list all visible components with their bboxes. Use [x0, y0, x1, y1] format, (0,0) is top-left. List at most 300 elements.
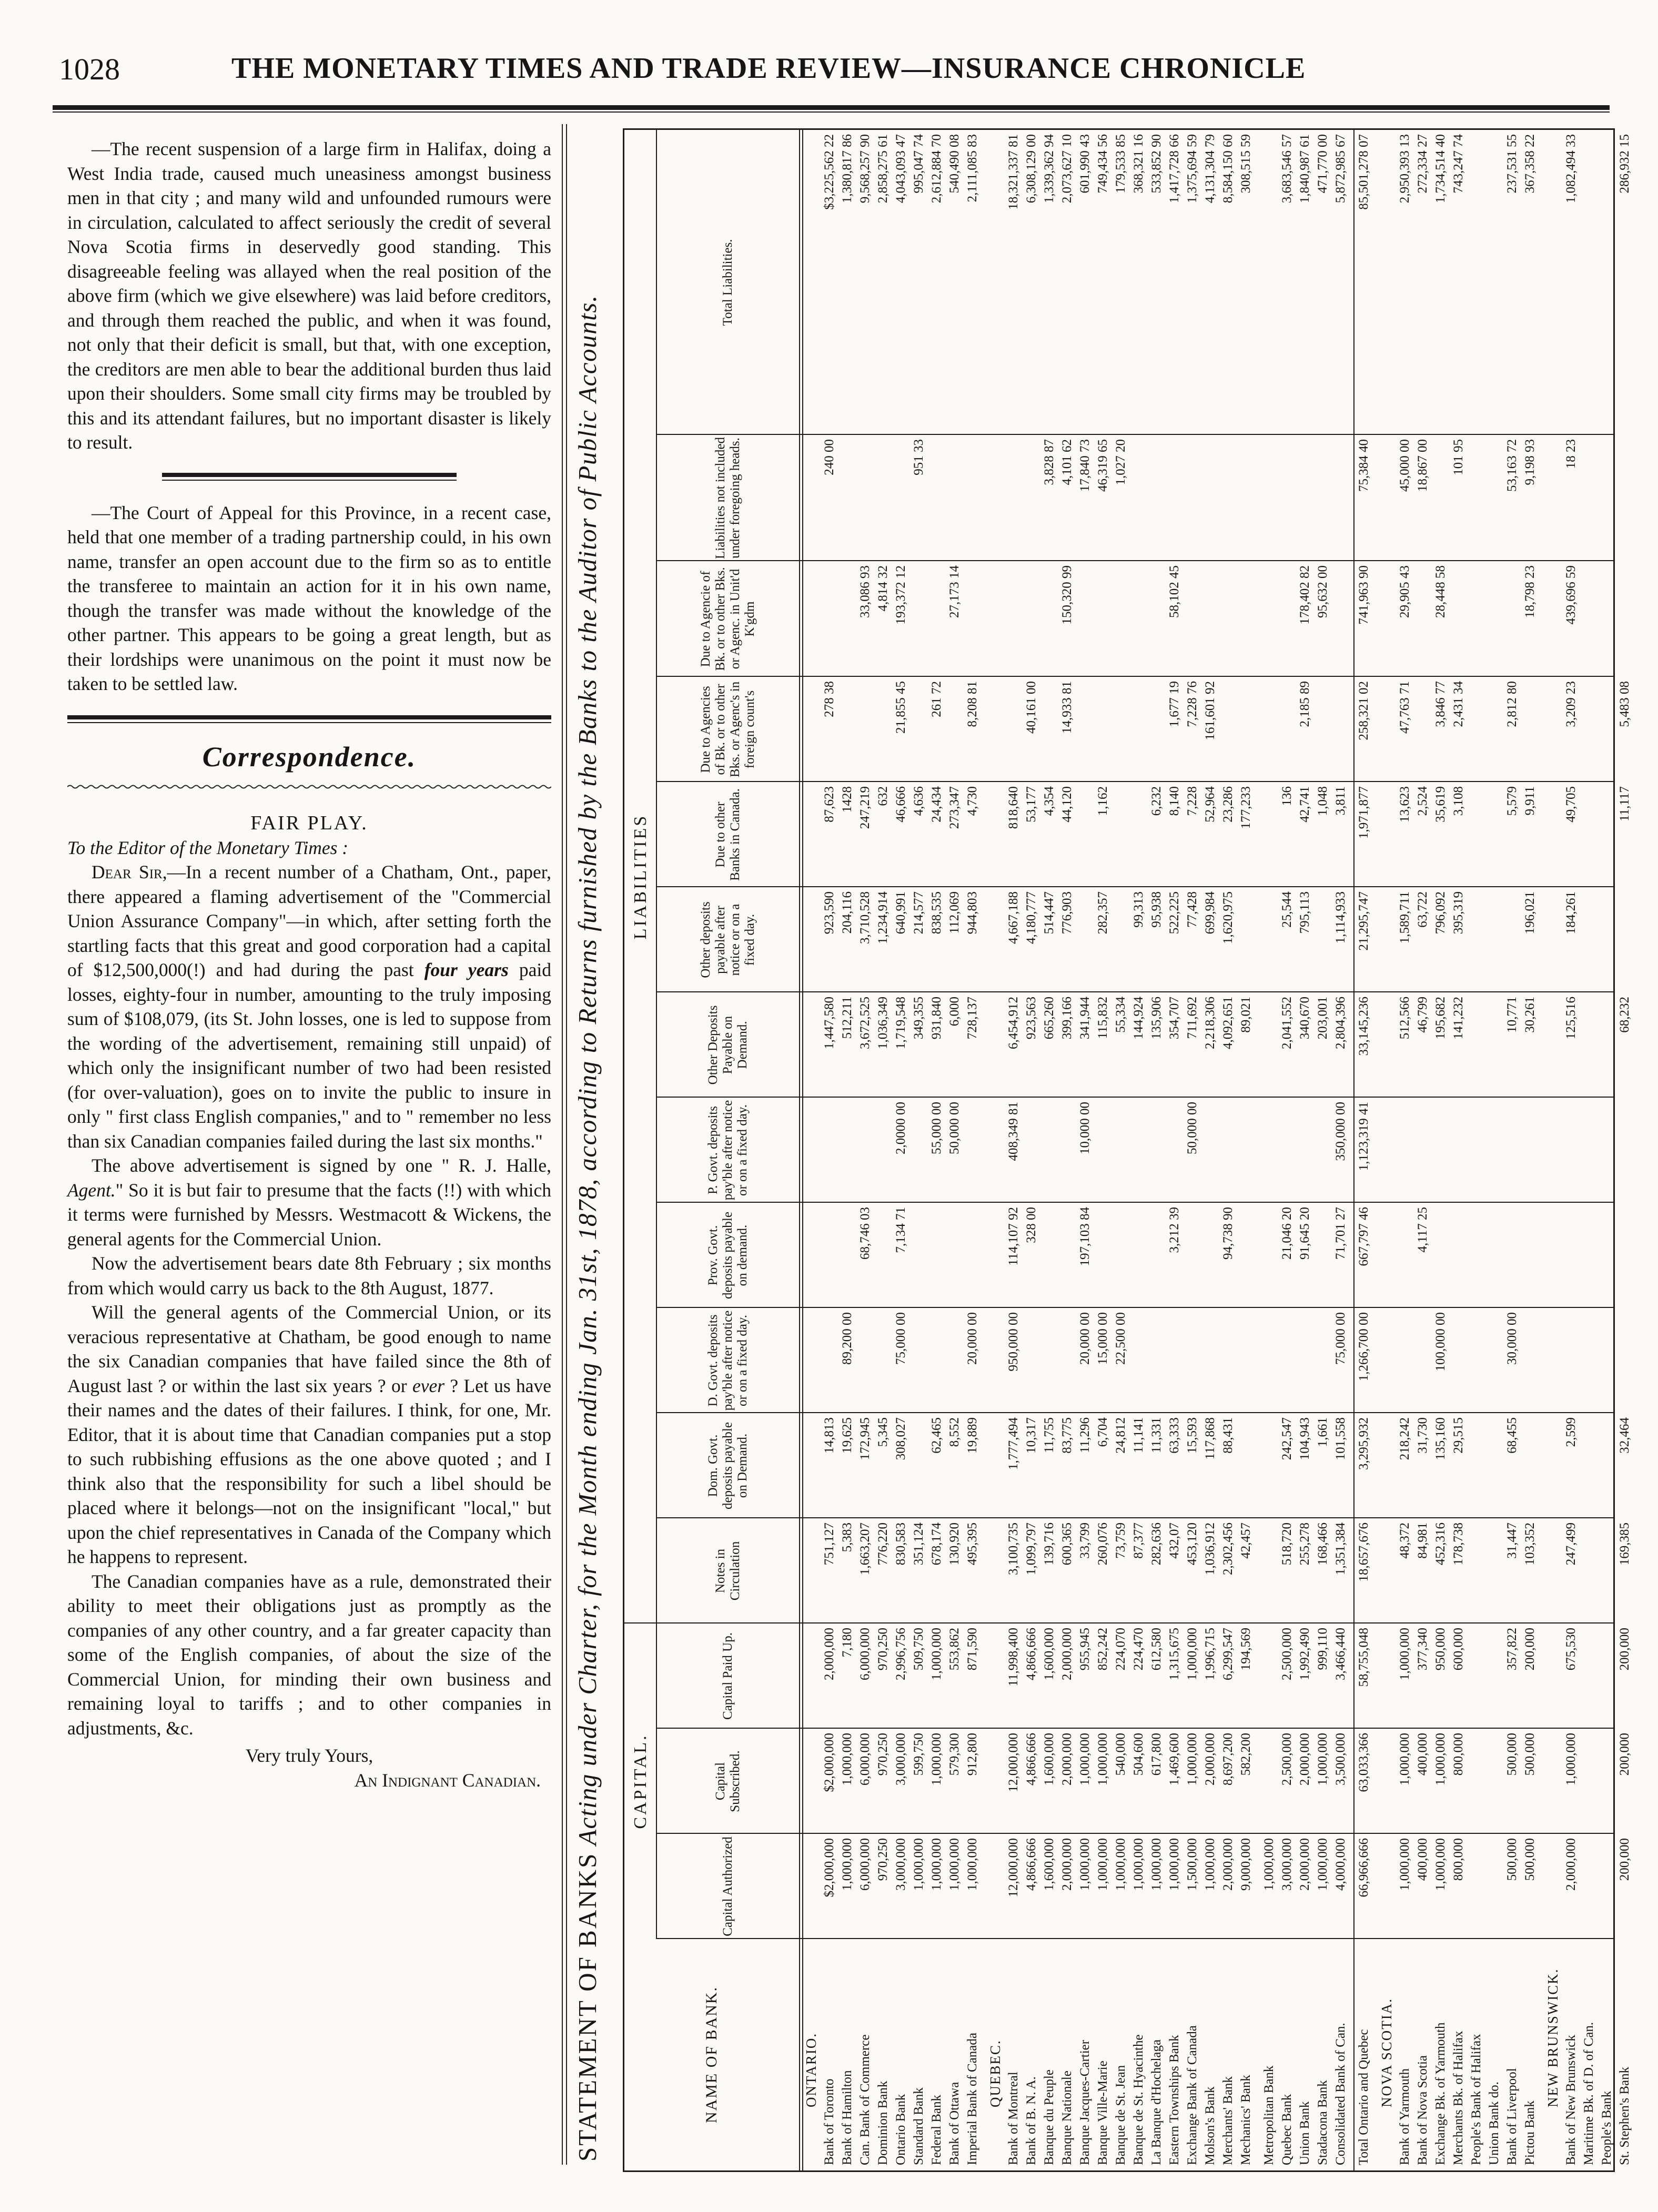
header-rule [53, 105, 1610, 110]
value-cell: 77,428 [1185, 891, 1199, 928]
value-cell [1504, 1102, 1521, 1200]
value-cell: 21,855 45 [894, 681, 908, 734]
value-cell: 62,465 [929, 1417, 944, 1454]
value-cell [911, 1102, 927, 1200]
value-cell: 282,636 [1149, 1523, 1164, 1566]
value-cell: 4,636 [912, 786, 926, 816]
letter-closing: Very truly Yours, [245, 1745, 373, 1766]
table-row [1432, 130, 1449, 2170]
value-cell [1220, 681, 1237, 779]
value-cell: 44,120 [1060, 786, 1074, 823]
value-cell: 95,632 00 [1316, 565, 1330, 618]
value-cell: 1,099,797 [1024, 1523, 1038, 1575]
value-cell [1468, 1207, 1485, 1305]
value-cell: 10,000 00 [1078, 1102, 1092, 1154]
value-cell [1041, 1102, 1058, 1200]
value-cell: 88,431 [1221, 1417, 1235, 1454]
value-cell [1581, 565, 1598, 674]
value-cell: 87,377 [1131, 1523, 1146, 1559]
value-cell: 85,501,278 07 [1357, 134, 1371, 210]
value-cell [1184, 1207, 1201, 1305]
value-cell: 75,384 40 [1357, 439, 1371, 492]
letter-p4-text-b: ? Let us have their names and the dates of their failures. I think, for one, Mr. Editor, that it is about time that Canadian companies put a stop to such rubbishing effusions as the one above quoted ; and I think also that the responsibility for such a libel should be placed where it belongs—not on the insignificant "local," but upon the chief representatives in Canada of the Company which he happens to represent. [67, 1375, 552, 1567]
letter-p4-emphasis: ever [412, 1375, 445, 1396]
bank-name-cell: Banque Jacques-Cartier [1078, 2039, 1092, 2165]
value-cell: 540,000 [1114, 1733, 1128, 1776]
value-cell [1261, 1733, 1278, 1831]
value-cell: 20,000 00 [1078, 1312, 1092, 1365]
column-rule [562, 124, 563, 2165]
section-rule-full-thin [67, 722, 551, 723]
value-cell: 2,041,552 [1280, 997, 1294, 1049]
value-cell [1616, 1207, 1633, 1305]
table-row [928, 130, 945, 2170]
table-row [839, 130, 856, 2170]
value-cell: 172,945 [858, 1417, 872, 1460]
value-cell [1468, 1733, 1485, 1831]
value-cell: 73,759 [1114, 1523, 1128, 1559]
value-cell [1414, 1102, 1431, 1200]
table-row [857, 130, 874, 2170]
value-cell: 23,286 [1221, 786, 1235, 823]
value-cell: 776,220 [876, 1523, 890, 1566]
value-cell [1238, 681, 1255, 779]
value-cell: 8,697,200 [1221, 1733, 1235, 1785]
value-cell: 200,000 [1617, 1733, 1632, 1776]
value-cell: 512,566 [1398, 997, 1412, 1040]
value-cell: 950,000 [1433, 1628, 1448, 1671]
value-cell [1261, 1312, 1278, 1410]
value-cell: 579,300 [947, 1733, 962, 1776]
value-cell: 68,232 [1617, 997, 1632, 1033]
value-cell: 367,358 22 [1523, 134, 1537, 194]
value-cell: 68,746 03 [858, 1207, 872, 1260]
value-cell [893, 439, 909, 558]
value-cell: 599,750 [912, 1733, 926, 1776]
value-cell [1261, 891, 1278, 989]
value-cell: 99,313 [1131, 891, 1146, 928]
value-cell: 2,000,000 [1298, 1838, 1312, 1891]
value-cell: 3,000,000 [894, 1733, 908, 1785]
statement-title-rest: Acting under Charter, for the Month ending Jan. 31st, 1878, according to Returns furnished by the Banks to the Auditor of Public Accounts. [573, 295, 602, 1845]
value-cell: 1,082,494 33 [1564, 134, 1578, 204]
value-cell: 749,434 56 [1096, 134, 1110, 194]
value-cell [1599, 997, 1615, 1094]
value-cell [1486, 134, 1503, 432]
value-cell: 18,798 23 [1523, 565, 1537, 618]
value-cell: 247,499 [1564, 1523, 1578, 1566]
value-cell: 22,500 00 [1114, 1312, 1128, 1365]
value-cell: 21,295,747 [1357, 891, 1371, 951]
value-cell: 1,719,548 [894, 997, 908, 1049]
value-cell [1238, 565, 1255, 674]
value-cell: 1,600,000 [1042, 1628, 1056, 1680]
value-cell: 1,971,877 [1357, 786, 1371, 839]
value-cell: 601,990 43 [1078, 134, 1092, 194]
table-row [1148, 130, 1165, 2170]
value-cell [1599, 891, 1615, 989]
value-cell: 912,800 [965, 1733, 979, 1776]
table-row [1414, 130, 1431, 2170]
value-cell [911, 1417, 927, 1515]
value-cell: 6,000,000 [858, 1733, 872, 1785]
value-cell [1616, 1312, 1633, 1410]
value-cell: 514,447 [1042, 891, 1056, 935]
value-cell: 11,117 [1617, 786, 1632, 821]
value-cell: 178,738 [1451, 1523, 1465, 1566]
statement-title-caps: STATEMENT OF BANKS [573, 1852, 602, 2162]
value-cell: 1,677 19 [1167, 681, 1181, 727]
column-header-15: Total Liabilities. [721, 239, 735, 326]
value-cell: 1,620,975 [1221, 891, 1235, 944]
value-cell: 286,932 15 [1617, 134, 1632, 194]
table-row [1220, 130, 1237, 2170]
value-cell [1202, 1102, 1219, 1200]
letter-signature: An Indignant Canadian. [354, 1769, 541, 1791]
value-cell [1202, 565, 1219, 674]
bank-name-cell: St. Stephen's Bank [1617, 2066, 1632, 2165]
table-row [1599, 130, 1615, 2170]
value-cell: 540,490 08 [947, 134, 962, 194]
value-cell [1522, 1207, 1539, 1305]
value-cell [928, 1312, 945, 1410]
value-cell [1486, 997, 1503, 1094]
value-cell: 193,372 12 [894, 565, 908, 625]
value-cell: 52,964 [1203, 786, 1217, 823]
value-cell: 135,160 [1433, 1417, 1448, 1460]
table-row [1005, 130, 1022, 2170]
value-cell [1130, 1207, 1147, 1305]
bank-name-cell: Maritime Bk. of D. of Can. [1582, 2022, 1596, 2165]
value-cell: 31,730 [1416, 1417, 1430, 1454]
value-cell [1414, 681, 1431, 779]
letter-p4-text: Will the general agents of the Commercial Union, or its veracious representative at Chatham, be good enough to name the six Canadian companies that have failed since the 8th of August last ? or within the last six years ? or [67, 1302, 551, 1396]
value-cell [1616, 565, 1633, 674]
value-cell [1522, 1102, 1539, 1200]
value-cell [1041, 565, 1058, 674]
value-cell: 5,579 [1505, 786, 1519, 816]
value-cell: 408,349 81 [1006, 1102, 1020, 1161]
value-cell [821, 1312, 838, 1410]
table-row [1166, 130, 1183, 2170]
value-cell: 995,047 74 [912, 134, 926, 194]
value-cell: 1,114,933 [1333, 891, 1348, 944]
value-cell: 5,345 [876, 1417, 890, 1447]
value-cell [1468, 1838, 1485, 1936]
value-cell [946, 1207, 963, 1305]
bank-statement [568, 121, 1632, 2183]
value-cell: 818,640 [1006, 786, 1020, 829]
value-cell: 1,589,711 [1398, 891, 1412, 944]
value-cell [1059, 1102, 1076, 1200]
value-cell: 5,483 08 [1617, 681, 1632, 727]
value-cell: 125,516 [1564, 997, 1578, 1040]
value-cell: 2,000,000 [1564, 1838, 1578, 1891]
value-cell [1504, 891, 1521, 989]
value-cell: 4,131,304 79 [1203, 134, 1217, 204]
value-cell: 741,963 90 [1357, 565, 1371, 625]
bank-name-cell: Molson's Bank [1203, 2086, 1217, 2165]
letter-p1-text: —In a recent number of a Chatham, Ont., paper, there appeared a flaming advertisement of the "Commercial Union Assurance Company"—in which, after setting forth the startling facts that this great and good corporation had a capital of $12,500,000(!) and had during the past [67, 861, 551, 980]
value-cell [1148, 565, 1165, 674]
bank-name-cell: Federal Bank [929, 2095, 944, 2165]
value-cell: 1,661 [1316, 1417, 1330, 1447]
table-row [1113, 130, 1129, 2170]
value-cell: 6,454,912 [1006, 997, 1020, 1049]
value-cell: 1,000,000 [1433, 1733, 1448, 1785]
value-cell [1599, 1312, 1615, 1410]
value-cell: 4,117 25 [1416, 1207, 1430, 1253]
value-cell: 500,000 [1523, 1838, 1537, 1881]
value-cell: 452,316 [1433, 1523, 1448, 1566]
table-row [1581, 130, 1598, 2170]
column-header-7: Prov. Govt. deposits payable on demand. [706, 1212, 750, 1299]
value-cell: 640,991 [894, 891, 908, 935]
value-cell: 15,000 00 [1096, 1312, 1110, 1365]
value-cell [1261, 134, 1278, 432]
value-cell: 150,320 99 [1060, 565, 1074, 625]
value-cell: 512,211 [840, 997, 854, 1039]
value-cell [857, 1102, 874, 1200]
value-cell [1315, 681, 1331, 779]
column-header-12: Due to Agencies of Bk. or to other Bks. or Agenc's in foreign count's [699, 681, 757, 778]
value-cell: 30,000 00 [1505, 1312, 1519, 1365]
value-cell: 3,846 77 [1433, 681, 1448, 727]
value-cell: 970,250 [876, 1628, 890, 1671]
value-cell [1279, 565, 1296, 674]
value-cell: 200,000 [1617, 1838, 1632, 1881]
value-cell: 103,352 [1523, 1523, 1537, 1566]
value-cell: 101 95 [1451, 439, 1465, 475]
value-cell: 1,992,490 [1298, 1628, 1312, 1680]
table-row [1486, 130, 1503, 2170]
value-cell [1077, 565, 1094, 674]
value-cell [1581, 1417, 1598, 1515]
value-cell: 240 00 [822, 439, 836, 475]
value-cell [1220, 1312, 1237, 1410]
value-cell [1581, 134, 1598, 432]
bank-name-cell: Consolidated Bank of Can. [1333, 2023, 1348, 2165]
column-header-11: Due to other Banks in Canada. [713, 788, 742, 881]
page-number: 1028 [59, 52, 120, 86]
value-cell [1432, 1207, 1449, 1305]
value-cell: 194,569 [1239, 1628, 1253, 1671]
value-cell: 1,417,728 66 [1167, 134, 1181, 204]
value-cell [1238, 1102, 1255, 1200]
table-row [1297, 130, 1313, 2170]
value-cell: 114,107 92 [1006, 1207, 1020, 1266]
value-cell [1238, 1417, 1255, 1515]
value-cell [1581, 997, 1598, 1094]
value-cell: 678,174 [929, 1523, 944, 1566]
value-cell: 2,812 80 [1505, 681, 1519, 727]
value-cell: 1,000,000 [1167, 1838, 1181, 1891]
header-rule-thin [53, 111, 1610, 113]
value-cell: 179,533 85 [1114, 134, 1128, 194]
table-row [893, 130, 909, 2170]
value-cell: 214,577 [912, 891, 926, 935]
value-cell [821, 1102, 838, 1200]
value-cell: 47,763 71 [1398, 681, 1412, 734]
value-cell [839, 565, 856, 674]
value-cell [1616, 891, 1633, 989]
value-cell: 1,036,349 [876, 997, 890, 1049]
letter-p2-text-b: " So it is but fair to presume that the facts (!!) with which it terms were furnished by Messrs. Westmacott & Wickens, the general agents for the Commercial Union. [67, 1179, 551, 1250]
value-cell [1450, 1207, 1467, 1305]
value-cell: 9,911 [1523, 786, 1537, 816]
value-cell [839, 681, 856, 779]
value-cell [928, 1207, 945, 1305]
value-cell [1041, 1207, 1058, 1305]
value-cell [1397, 1207, 1413, 1305]
value-cell: 1,663,207 [858, 1523, 872, 1575]
value-cell: 1,000,000 [1078, 1733, 1092, 1785]
value-cell [1095, 681, 1111, 779]
column-header-6: D. Govt. deposits pay'ble after notice or on a fixed day. [706, 1310, 750, 1411]
value-cell [928, 439, 945, 558]
value-cell [1486, 1523, 1503, 1620]
value-cell: 48,372 [1398, 1523, 1412, 1559]
letter-p2-emphasis: Agent. [67, 1179, 116, 1201]
value-cell: 46,319 65 [1096, 439, 1110, 492]
value-cell [1581, 1838, 1598, 1936]
value-cell: 2,218,306 [1203, 997, 1217, 1049]
value-cell [1166, 439, 1183, 558]
value-cell [928, 565, 945, 674]
value-cell: 751,127 [822, 1523, 836, 1566]
value-cell: 1,000,000 [1262, 1838, 1276, 1891]
value-cell: 852,242 [1096, 1628, 1110, 1671]
value-cell [1059, 1207, 1076, 1305]
table-row [1023, 130, 1040, 2170]
value-cell [1486, 891, 1503, 989]
value-cell: 1,469,600 [1167, 1733, 1181, 1785]
value-cell: 184,261 [1564, 891, 1578, 935]
bank-name-cell: Exchange Bk. of Yarmouth [1433, 2022, 1448, 2165]
value-cell [1599, 439, 1615, 558]
value-cell [1184, 1312, 1201, 1410]
value-cell: $2,000,000 [822, 1733, 836, 1792]
value-cell: 161,601 92 [1203, 681, 1217, 740]
value-cell: 7,134 71 [894, 1207, 908, 1253]
value-cell: 1,162 [1096, 786, 1110, 816]
bank-name-cell: Bank of Liverpool [1505, 2068, 1519, 2165]
value-cell: 800,000 [1451, 1733, 1465, 1776]
value-cell: 4,866,666 [1024, 1838, 1038, 1891]
value-cell: 632 [876, 786, 890, 806]
value-cell: 509,750 [912, 1628, 926, 1671]
value-cell: 104,943 [1298, 1417, 1312, 1460]
value-cell [1599, 786, 1615, 884]
value-cell [875, 439, 892, 558]
value-cell: 101,558 [1333, 1417, 1348, 1460]
value-cell: 100,000 00 [1433, 1312, 1448, 1372]
value-cell [1581, 1523, 1598, 1620]
value-cell: 255,278 [1298, 1523, 1312, 1566]
value-cell [1059, 1312, 1076, 1410]
value-cell [1581, 1102, 1598, 1200]
value-cell: 400,000 [1416, 1733, 1430, 1776]
letter-title: FAIR PLAY. [250, 812, 368, 834]
value-cell: 177,233 [1239, 786, 1253, 829]
value-cell: 135,906 [1149, 997, 1164, 1040]
value-cell: 4,730 [965, 786, 979, 816]
value-cell: 6,704 [1096, 1417, 1110, 1447]
value-cell [1261, 1102, 1278, 1200]
value-cell [1599, 1733, 1615, 1831]
value-cell: 2,000,000 [1060, 1838, 1074, 1891]
bank-name-cell: People's Bank [1600, 2091, 1614, 2165]
bank-name-cell: Merchants Bk. of Halifax [1451, 2031, 1465, 2165]
value-cell: 1428 [840, 786, 854, 813]
value-cell [1279, 439, 1296, 558]
value-cell: 12,000,000 [1006, 1733, 1020, 1792]
value-cell: 1,048 [1316, 786, 1330, 816]
column-header-10: Other deposits payable after notice or on a fixed day. [699, 901, 757, 978]
value-cell: 1,027 20 [1114, 439, 1128, 485]
value-cell: 40,161 00 [1024, 681, 1038, 734]
value-cell: 944,803 [965, 891, 979, 935]
value-cell [1486, 1838, 1503, 1936]
value-cell [1261, 786, 1278, 884]
value-cell: 970,250 [876, 1733, 890, 1776]
value-cell: 9,198 93 [1523, 439, 1537, 485]
value-cell: 999,110 [1316, 1628, 1330, 1670]
value-cell: 7,180 [840, 1628, 854, 1658]
value-cell [1563, 1102, 1580, 1200]
value-cell: 3,672,525 [858, 997, 872, 1049]
table-row [1468, 130, 1485, 2170]
value-cell [1166, 1312, 1183, 1410]
value-cell [821, 1207, 838, 1305]
column-header-9: Other Deposits Payable on Demand. [706, 1005, 750, 1085]
value-cell: 923,563 [1024, 997, 1038, 1040]
value-cell: 328 00 [1024, 1207, 1038, 1243]
value-cell: 11,331 [1149, 1417, 1164, 1453]
bank-name-cell: Bank of Ottawa [947, 2082, 962, 2165]
value-cell: 27,173 14 [947, 565, 962, 618]
value-cell: 3,828 87 [1042, 439, 1056, 485]
value-cell [821, 565, 838, 674]
statement-title [572, 131, 602, 2162]
value-cell [1581, 786, 1598, 884]
value-cell: 341,944 [1078, 997, 1092, 1040]
value-cell [1432, 1102, 1449, 1200]
bank-name-cell: Banque du Peuple [1042, 2069, 1056, 2165]
value-cell [1599, 681, 1615, 779]
value-cell: 2,950,393 13 [1398, 134, 1412, 204]
value-cell: 272,334 27 [1416, 134, 1430, 194]
value-cell [1599, 1838, 1615, 1936]
value-cell: 13,623 [1398, 786, 1412, 823]
value-cell: 4,000,000 [1333, 1838, 1348, 1891]
value-cell [1486, 1733, 1503, 1831]
bank-name-cell: Bank of B. N. A. [1024, 2076, 1038, 2165]
bank-name-cell: Dominion Bank [876, 2081, 890, 2165]
value-cell: 200,000 [1617, 1628, 1632, 1671]
value-cell [964, 439, 981, 558]
value-cell: 6,000 [947, 997, 962, 1027]
bank-name-cell: Mechanics' Bank [1239, 2075, 1253, 2165]
value-cell: 1,840,987 61 [1298, 134, 1312, 204]
value-cell: 612,580 [1149, 1628, 1164, 1671]
value-cell [1238, 891, 1255, 989]
value-cell: 71,701 27 [1333, 1207, 1348, 1260]
value-cell [1023, 1102, 1040, 1200]
value-cell [1486, 681, 1503, 779]
value-cell: 3,710,528 [858, 891, 872, 944]
table-row [1279, 130, 1296, 2170]
